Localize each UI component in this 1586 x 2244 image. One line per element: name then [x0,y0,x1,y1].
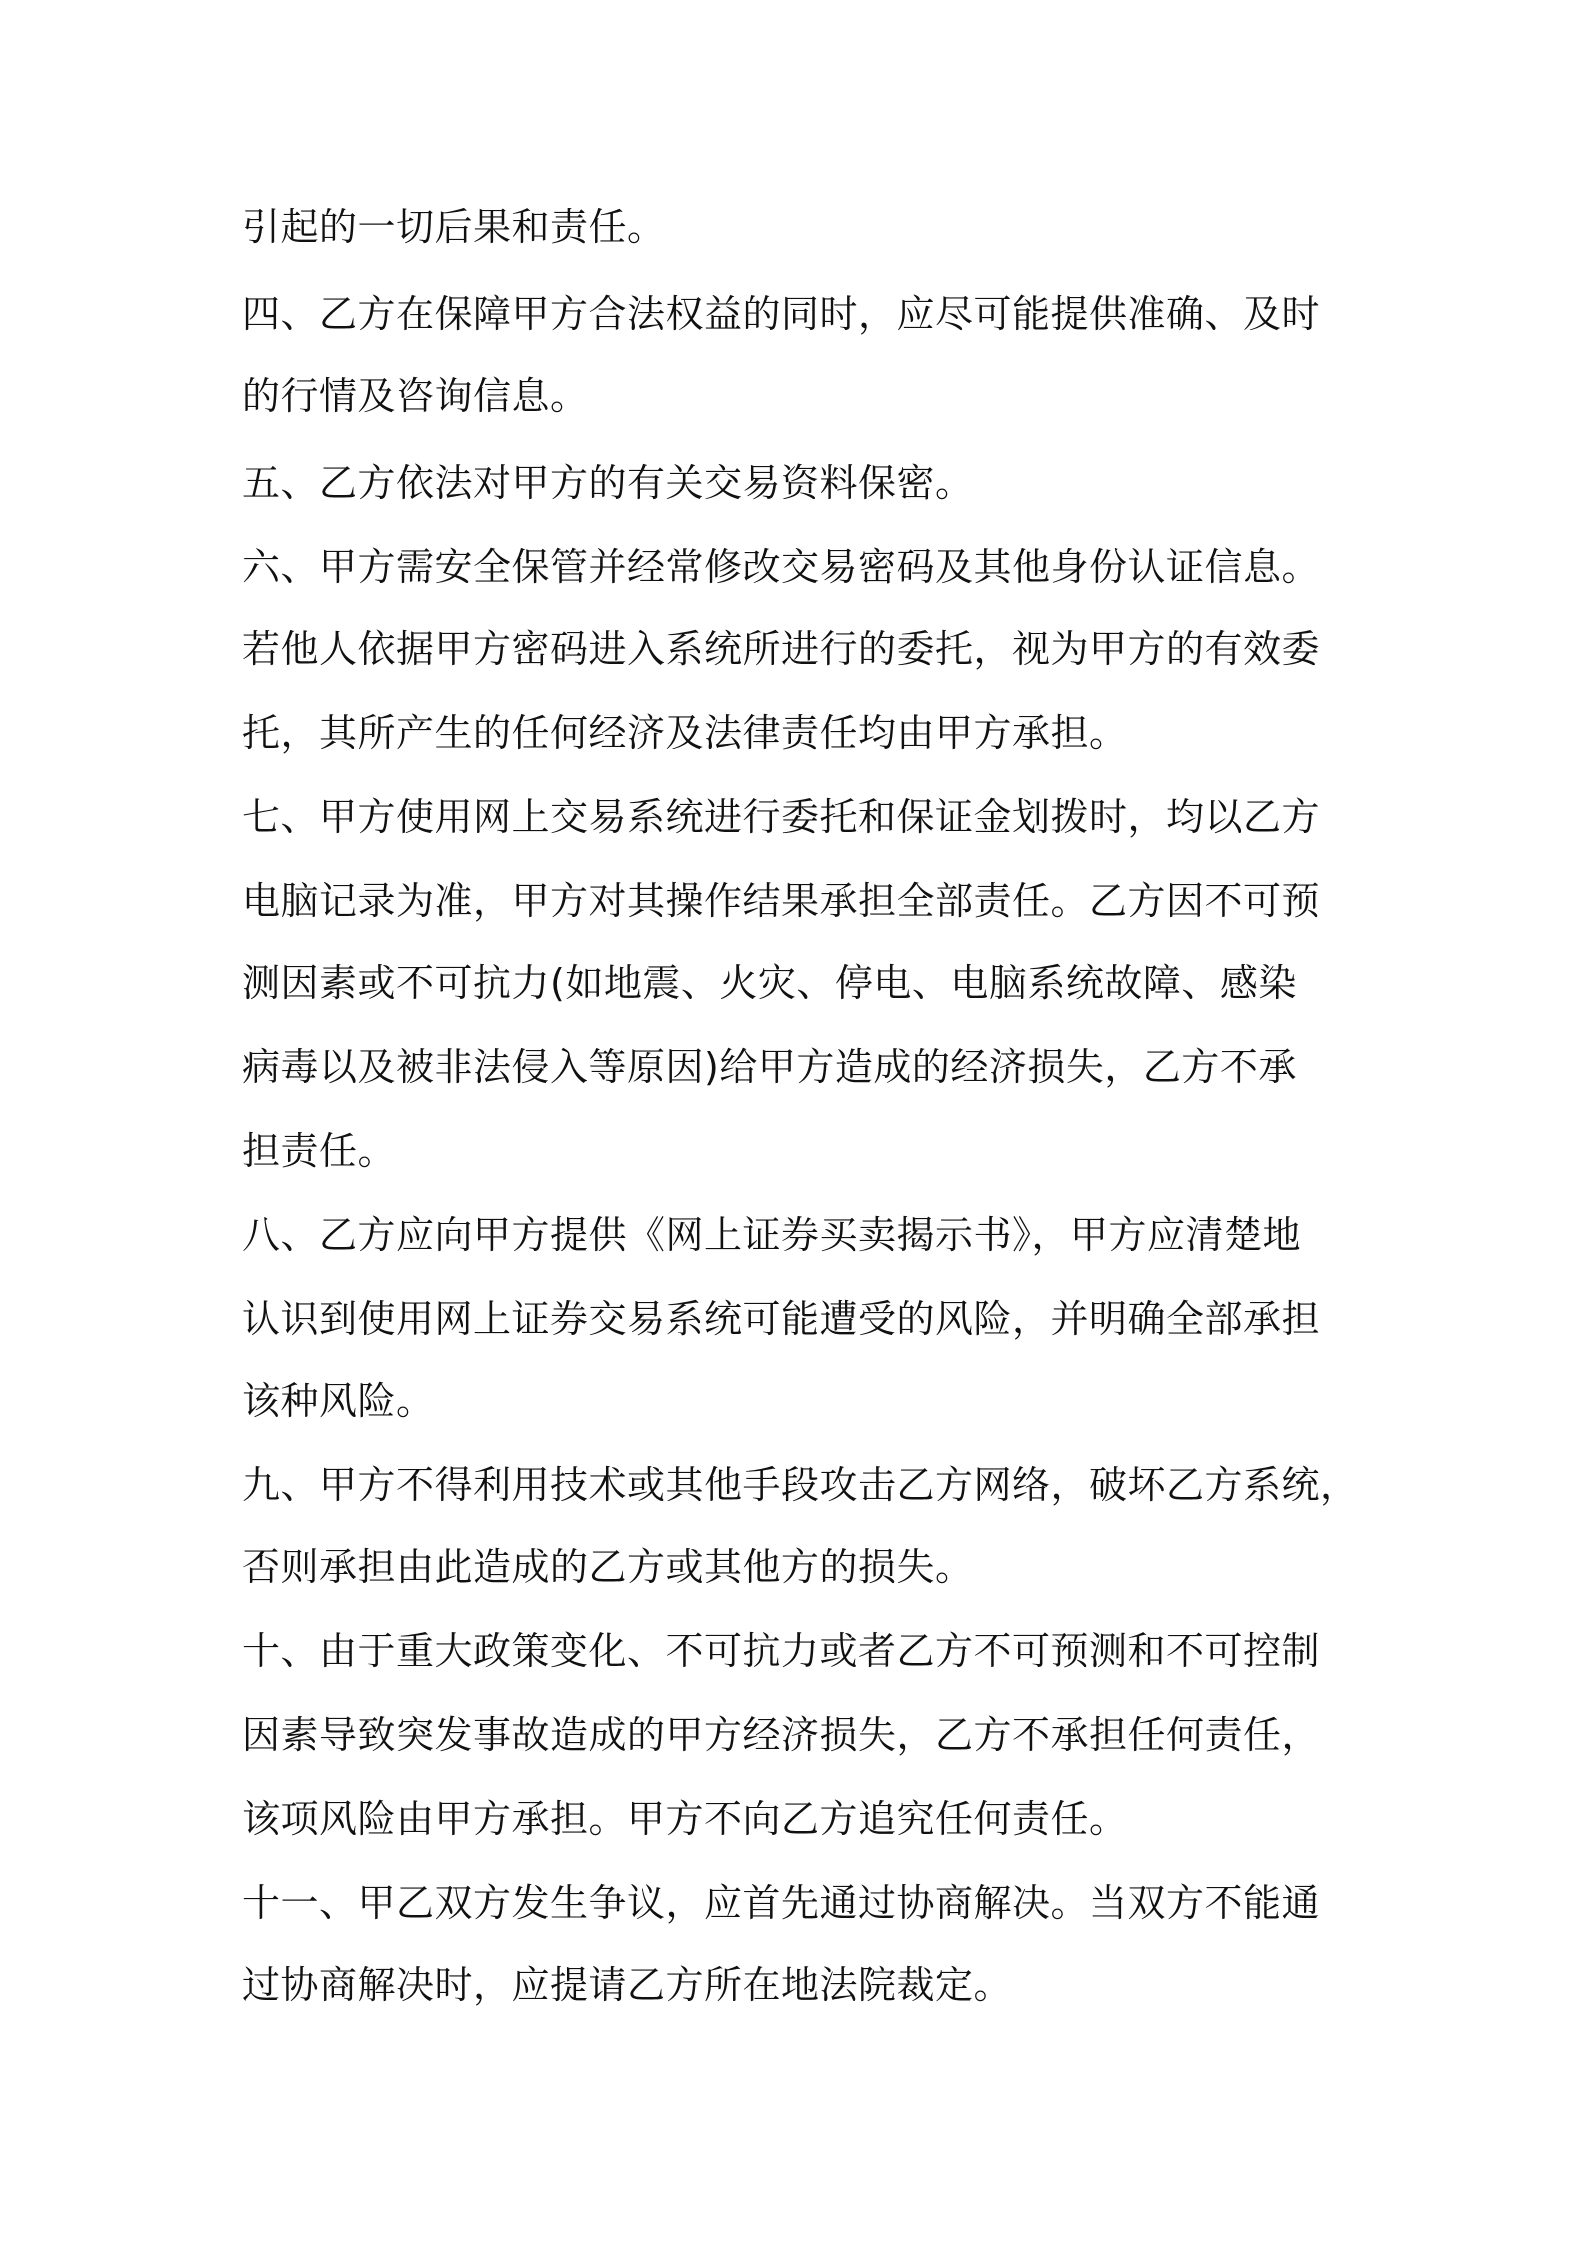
text-line: 否则承担由此造成的乙方或其他方的损失。 [242,1545,974,1589]
text-line: 电脑记录为准，甲方对其操作结果承担全部责任。乙方因不可预 [242,879,1321,923]
text-line: 十一、甲乙双方发生争议，应首先通过协商解决。当双方不能通 [242,1881,1321,1925]
text-line: 四、乙方在保障甲方合法权益的同时，应尽可能提供准确、及时 [242,292,1321,336]
text-line: 七、甲方使用网上交易系统进行委托和保证金划拨时，均以乙方 [242,795,1321,839]
text-line: 因素导致突发事故造成的甲方经济损失，乙方不承担任何责任， [242,1713,1321,1757]
text-line: 九、甲方不得利用技术或其他手段攻击乙方网络，破坏乙方系统， [242,1463,1359,1507]
text-line: 六、甲方需安全保管并经常修改交易密码及其他身份认证信息。 [242,545,1321,589]
text-line: 过协商解决时，应提请乙方所在地法院裁定。 [242,1963,1013,2007]
text-line: 该项风险由甲方承担。甲方不向乙方追究任何责任。 [242,1797,1128,1841]
text-line: 的行情及咨询信息。 [242,374,589,418]
text-line: 八、乙方应向甲方提供《网上证券买卖揭示书》，甲方应清楚地 [242,1213,1302,1257]
text-line: 担责任。 [242,1129,397,1173]
text-line: 十、由于重大政策变化、不可抗力或者乙方不可预测和不可控制 [242,1629,1321,1673]
text-line: 若他人依据甲方密码进入系统所进行的委托，视为甲方的有效委 [242,627,1321,671]
text-line: 托，其所产生的任何经济及法律责任均由甲方承担。 [242,711,1128,755]
text-line: 测因素或不可抗力(如地震、火灾、停电、电脑系统故障、感染 [242,961,1297,1005]
text-line: 五、乙方依法对甲方的有关交易资料保密。 [242,461,974,505]
text-line: 认识到使用网上证券交易系统可能遭受的风险，并明确全部承担 [242,1297,1321,1341]
text-line: 引起的一切后果和责任。 [242,205,666,249]
text-line: 病毒以及被非法侵入等原因)给甲方造成的经济损失，乙方不承 [242,1045,1297,1089]
text-line: 该种风险。 [242,1379,435,1423]
